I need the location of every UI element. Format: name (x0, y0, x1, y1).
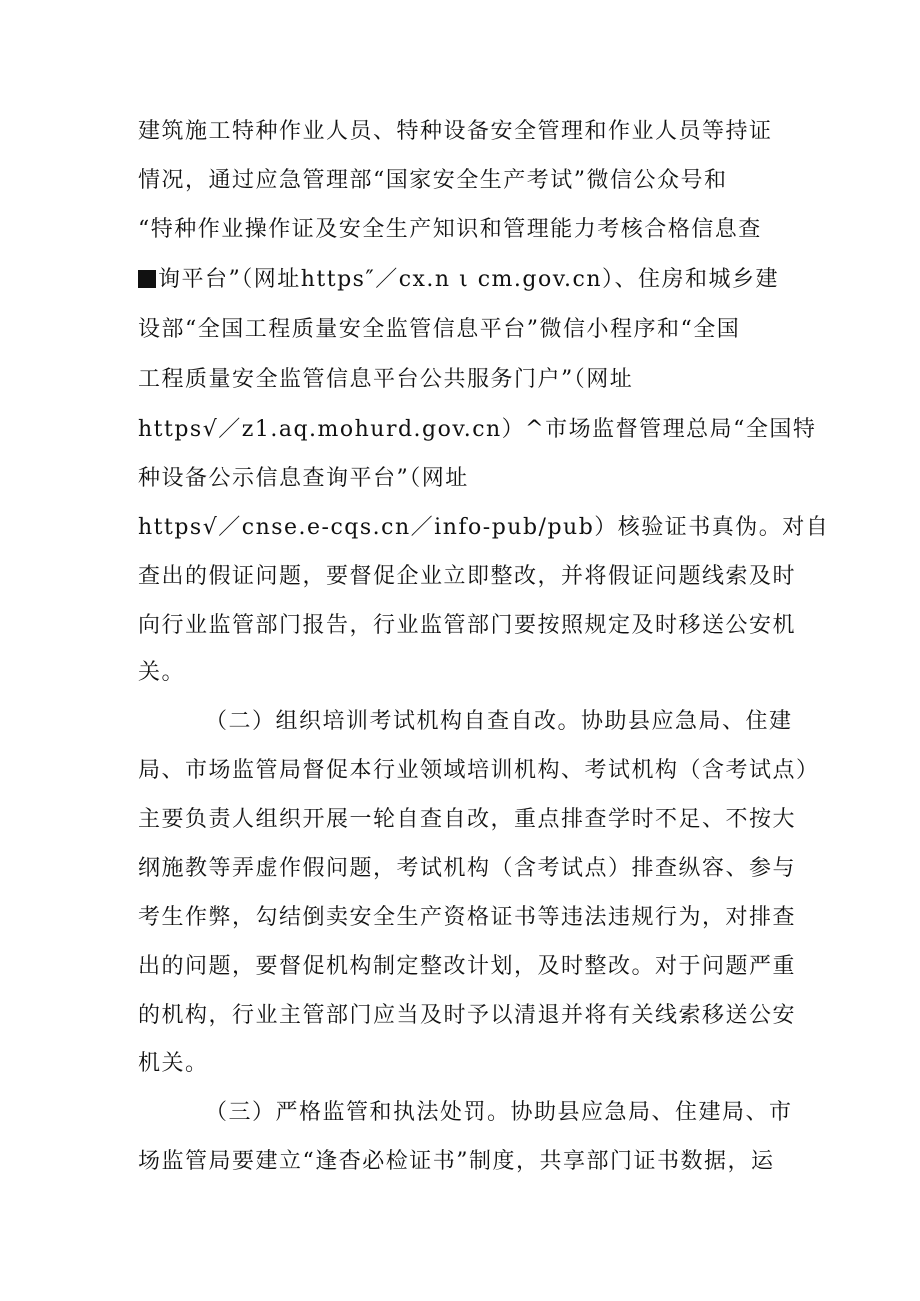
text-line: 向行业监管部门报告，行业监管部门要按照规定及时移送公安机 (138, 613, 797, 638)
text-line: 的机构，行业主管部门应当及时予以清退并将有关线索移送公安 (138, 1003, 797, 1028)
text-line: 出的问题，要督促机构制定整改计划，及时整改。对于问题严重 (138, 954, 797, 979)
text-line: 机关。 (138, 1051, 209, 1076)
text-line: 主要负责人组织开展一轮自查自改，重点排查学时不足、不按大 (138, 807, 797, 832)
text-line: “特种作业操作证及安全生产知识和管理能力考核合格信息查 (138, 217, 762, 242)
text-line: 查出的假证问题，要督促企业立即整改，并将假证问题线索及时 (138, 564, 797, 589)
text-line (138, 265, 779, 295)
text-line: https√／cnse.e-cqs.cn／info-pub/pub）核验证书真伪。对自 (138, 515, 830, 540)
text-line: 考生作弊，勾结倒卖安全生产资格证书等违法违规行为，对排查 (138, 905, 797, 930)
text-line: 场监管局要建立“逢杳必检证书”制度，共享部门证书数据，运 (138, 1149, 775, 1174)
text-line-content: 询平台”（网址https″／cx.n ι cm.gov.cn）、住房和城乡建 (158, 267, 779, 292)
text-line: 纲施教等弄虚作假问题，考试机构（含考试点）排查纵容、参与 (138, 856, 797, 881)
text-line: 种设备公示信息查询平台”（网址 (138, 466, 469, 491)
text-line: https√／z1.aq.mohurd.gov.cn）^市场监督管理总局“全国特 (138, 417, 817, 442)
redaction-mark (138, 270, 156, 288)
text-line: 情况，通过应急管理部“国家安全生产考试”微信公众号和 (138, 168, 728, 193)
paragraph-heading-3: （三）严格监管和执法处罚。协助县应急局、住建局、市 (205, 1100, 793, 1125)
paragraph-heading-2: （二）组织培训考试机构自查自改。协助县应急局、住建 (205, 709, 793, 734)
text-line: 关。 (138, 660, 186, 685)
text-line: 设部“全国工程质量安全监管信息平台”微信小程序和“全国 (138, 317, 741, 342)
text-line: 建筑施工特种作业人员、特种设备安全管理和作业人员等持证 (138, 119, 773, 144)
text-line: 工程质量安全监管信息平台公共服务门户”（网址 (138, 367, 634, 392)
text-line: 局、市场监管局督促本行业领域培训机构、考试机构（含考试点） (138, 758, 820, 783)
